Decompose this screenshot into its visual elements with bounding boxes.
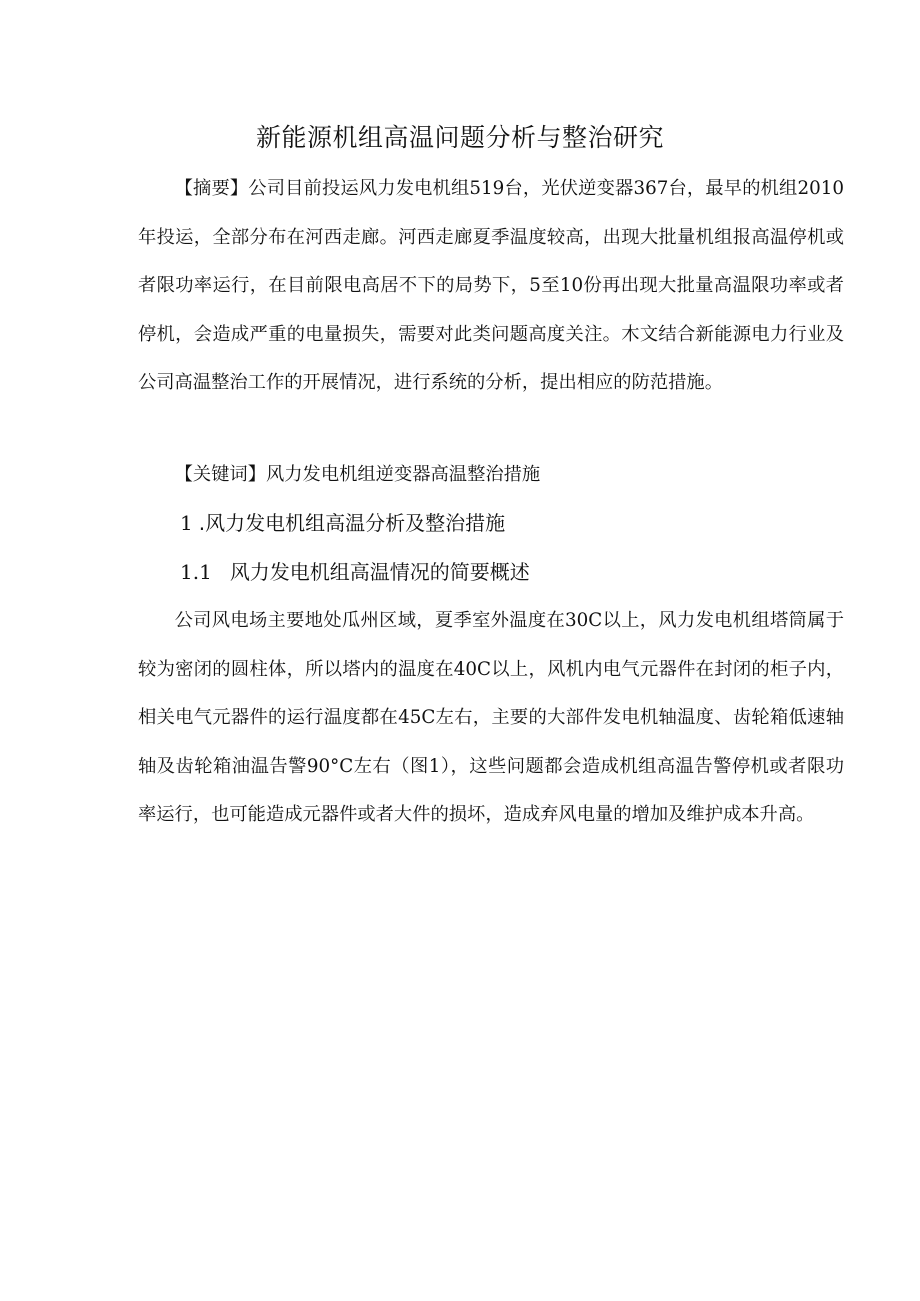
section-number: 1: [180, 511, 193, 535]
abstract-paragraph: 【摘要】公司目前投运风力发电机组519台，光伏逆变器367台，最早的机组2010年投运，全部分布在河西走廊。河西走廊夏季温度较高，出现大批量机组报高温停机或者限功率运行，在目前限电高居不下的局势下，5至10份再出现大批量高温限功率或者停机，会造成严重的电量损失，需要对此类问题高度关注。木文结合新能源电力行业及公司高温整治工作的开展情况，进行系统的分析，提出相应的防范措施。: [138, 178, 844, 393]
section-heading-1-1: [180, 548, 530, 596]
section-heading-1: [180, 499, 505, 547]
subsection-title: 风力发电机组高温情况的简要概述: [229, 560, 530, 584]
section-1-1-paragraph: 公司风电场主要地处瓜州区域，夏季室外温度在30C以上，风力发电机组塔筒属于较为密闭的圆柱体，所以塔内的温度在40C以上，风机内电气元器件在封闭的柜子内，相关电气元器件的运行温度都在45C左右，主要的大部件发电机轴温度、齿轮箱低速轴轴及齿轮箱油温告警90°C左右（图1），这些问题都会造成机组高温告警停机或者限功率运行，也可能造成元器件或者大件的损坏，造成弃风电量的增加及维护成本升高。: [138, 610, 844, 825]
document-title: 新能源机组高温问题分析与整治研究: [255, 123, 664, 152]
section-title: .风力发电机组高温分析及整治措施: [198, 511, 506, 535]
subsection-number: 1.1: [180, 560, 212, 584]
keywords-line: 【关键词】风力发电机组逆变器高温整治措施: [174, 464, 541, 485]
